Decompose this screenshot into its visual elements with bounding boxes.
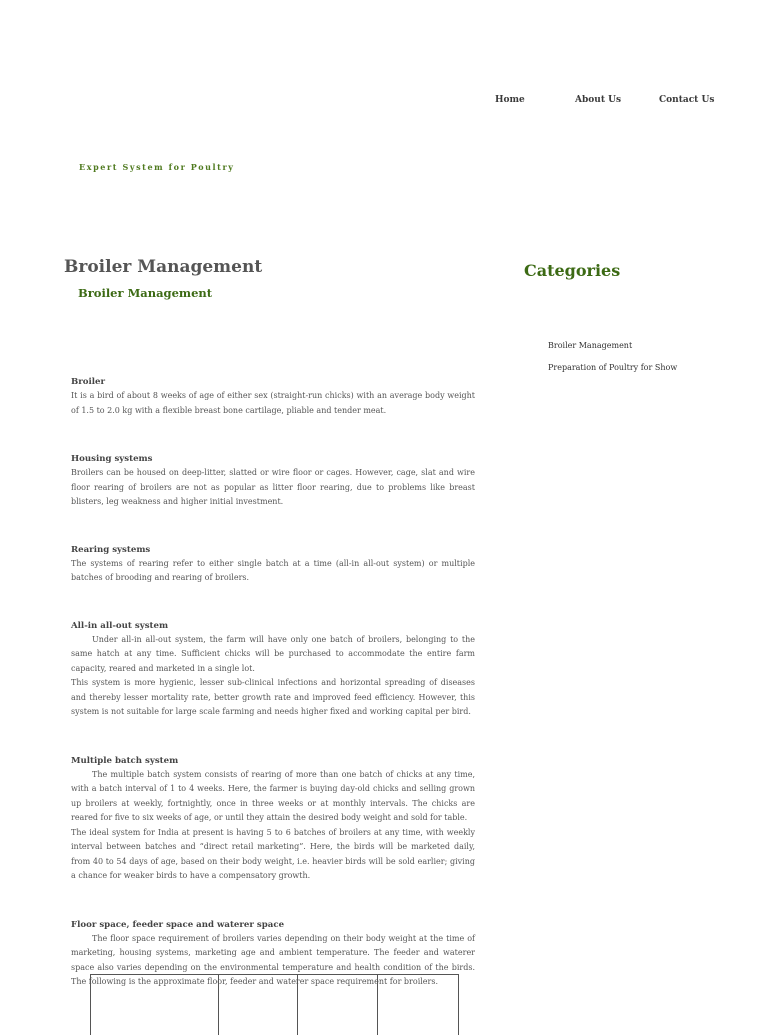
category-link-broiler-management[interactable]: Broiler Management — [548, 341, 633, 350]
section-multiple-batch — [71, 755, 475, 884]
category-list — [548, 340, 677, 383]
nav-about-link[interactable]: About Us — [575, 95, 622, 105]
table-column-divider — [218, 975, 219, 1035]
section-heading: Housing systems — [71, 454, 153, 464]
table-column-divider — [377, 975, 378, 1035]
section-paragraph: The multiple batch system consists of rearing of more than one batch of chicks at any time, with a batch interval of 1 to 4 weeks. Here, the farmer is buying day-old chicks and selling grown up broilers at weekly, fortnightly, once in three weeks or at monthly intervals. The chicks are reared for five to six weeks of age, or until they attain the desired body weight and sold for table. — [71, 769, 475, 822]
sidebar-title: Categories — [524, 261, 621, 280]
section-heading: Rearing systems — [71, 544, 151, 555]
article-content — [71, 376, 475, 990]
section-heading: Broiler — [71, 377, 106, 387]
section-paragraph: It is a bird of about 8 weeks of age of either sex (straight-run chicks) with an average body weight of 1.5 to 2.0 kg with a flexible breast bone cartilage, pliable and tender meat. — [71, 391, 475, 415]
page-title: Broiler Management — [64, 257, 263, 277]
table-column-divider — [297, 975, 298, 1035]
section-housing — [71, 453, 475, 510]
page-subtitle: Broiler Management — [78, 286, 213, 300]
nav-contact-link[interactable]: Contact Us — [659, 95, 715, 105]
category-item — [548, 362, 677, 384]
section-paragraph: The floor space requirement of broilers varies depending on their body weight at the time of marketing, housing systems, marketing age and ambient temperature. The feeder and waterer space also varies depending on the environmental temperature and health condition of the birds. The following is the approximate floor, feeder and waterer space requirement for broilers. — [71, 933, 475, 986]
section-heading: All-in all-out system — [71, 620, 169, 631]
section-heading: Floor space, feeder space and waterer space — [71, 919, 285, 930]
section-paragraph: Broilers can be housed on deep-litter, slatted or wire floor or cages. However, cage, slat and wire floor rearing of broilers are not as popular as litter floor rearing, due to problems like breast blisters, leg weakness and higher initial investment. — [71, 468, 475, 506]
section-paragraph: The systems of rearing refer to either single batch at a time (all-in all-out system) or multiple batches of brooding and rearing of broilers. — [71, 558, 475, 582]
top-nav — [0, 95, 768, 109]
section-paragraph: The ideal system for India at present is having 5 to 6 batches of broilers at any time, with weekly interval between batches and “direct retail marketing”. Here, the birds will be marketed daily, from 40 to 54 days of age, based on their body weight, i.e. heavier birds will be sold earlier; giving a chance for weaker birds to have a compensatory growth. — [71, 827, 475, 880]
site-tagline: Expert System for Poultry — [79, 162, 235, 172]
space-requirement-table — [90, 974, 459, 1035]
section-all-in-all-out — [71, 620, 475, 720]
section-heading: Multiple batch system — [71, 755, 179, 766]
nav-home-link[interactable]: Home — [495, 95, 525, 105]
section-paragraph: This system is more hygienic, lesser sub-clinical infections and horizontal spreading of diseases and thereby lesser mortality rate, better growth rate and improved feed efficiency. However, this system is not suitable for large scale farming and needs higher fixed and working capital per bird. — [71, 678, 475, 716]
category-link-poultry-show[interactable]: Preparation of Poultry for Show — [548, 362, 678, 372]
section-paragraph: Under all-in all-out system, the farm will have only one batch of broilers, belonging to the same hatch at any time. Sufficient chicks will be purchased to accommodate the entire farm capacity, reared and marketed in a single lot. — [71, 634, 475, 673]
category-item — [548, 340, 677, 362]
section-broiler — [71, 376, 475, 418]
section-rearing — [71, 544, 475, 586]
